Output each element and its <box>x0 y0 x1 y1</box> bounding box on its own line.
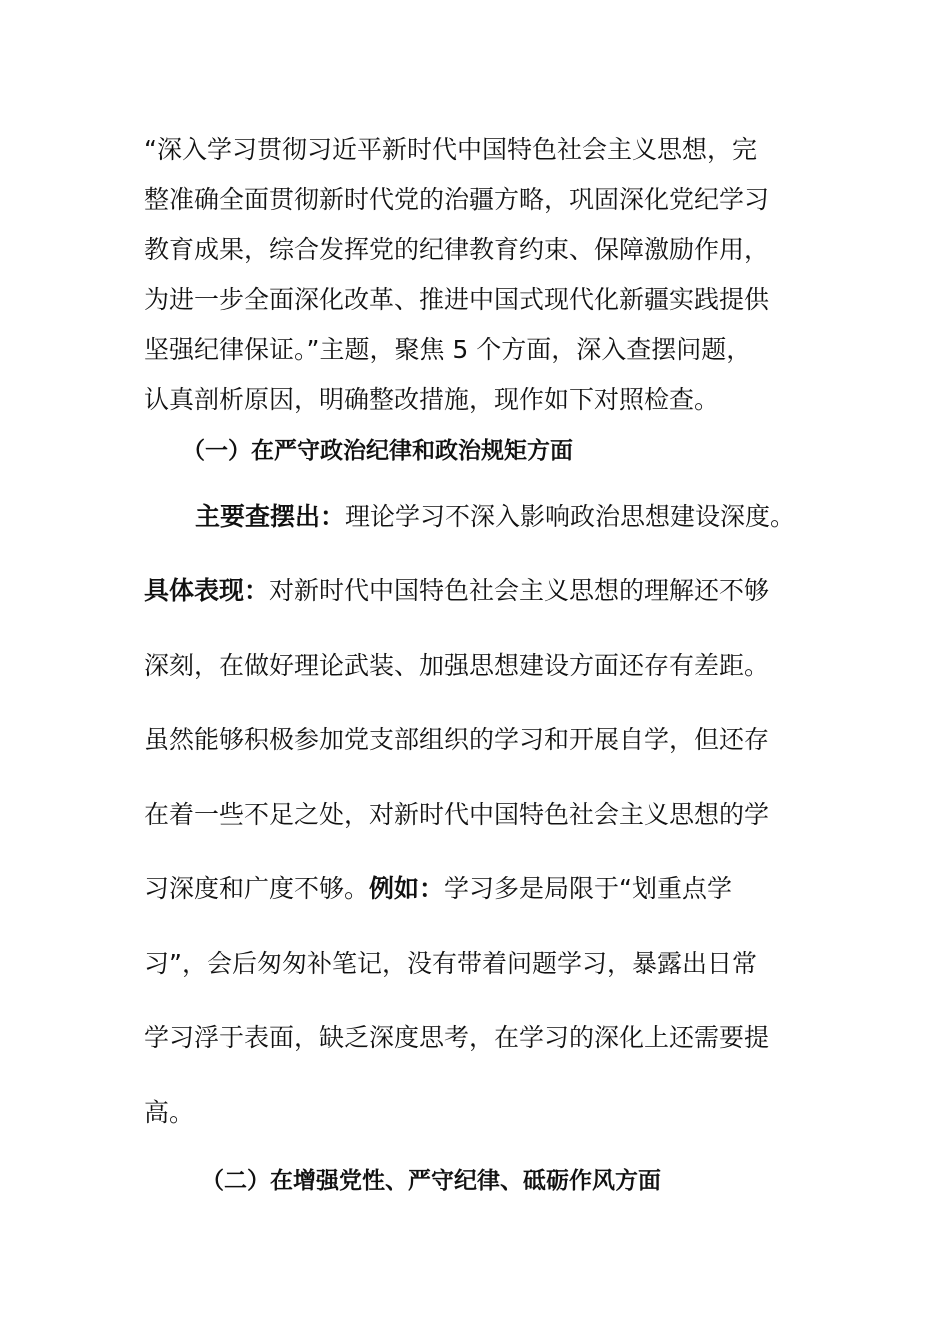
detail-line-7: 学习浮于表面，缺乏深度思考，在学习的深化上还需要提 <box>144 1023 770 1052</box>
detail-line-4: 在着一些不足之处，对新时代中国特色社会主义思想的学 <box>144 800 770 829</box>
finding-line <box>195 500 795 534</box>
intro-line-1: “深入学习贯彻习近平新时代中国特色社会主义思想，完 <box>144 135 757 164</box>
intro-line-3: 教育成果，综合发挥党的纪律教育约束、保障激励作用， <box>144 235 770 264</box>
finding-label: 主要查摆出： <box>195 502 346 531</box>
detail-line-5 <box>144 872 732 906</box>
intro-line-5: 坚强纪律保证。”主题，聚焦 5 个方面，深入查摆问题， <box>144 335 752 364</box>
intro-line-6: 认真剖析原因，明确整改措施，现作如下对照检查。 <box>144 385 720 414</box>
detail-line-8: 高。 <box>144 1098 195 1127</box>
detail-line-6: 习”，会后匆匆补笔记，没有带着问题学习，暴露出日常 <box>144 949 757 978</box>
example-label: 例如： <box>369 874 445 903</box>
section-2-heading: （二）在增强党性、严守纪律、砥砺作风方面 <box>201 1168 661 1194</box>
finding-text: 理论学习不深入影响政治思想建设深度。 <box>345 502 796 531</box>
detail-line-1-text: 对新时代中国特色社会主义思想的理解还不够 <box>269 576 770 605</box>
section-1-heading: （一）在严守政治纪律和政治规矩方面 <box>182 438 573 464</box>
detail-line-2: 深刻，在做好理论武装、加强思想建设方面还存有差距。 <box>144 651 770 680</box>
detail-label: 具体表现： <box>144 576 270 605</box>
detail-line-1 <box>144 574 769 608</box>
detail-line-5-tail: 学习多是局限于“划重点学 <box>444 874 732 903</box>
intro-line-4: 为进一步全面深化改革、推进中国式现代化新疆实践提供 <box>144 285 770 314</box>
detail-line-5-text: 习深度和广度不够。 <box>144 874 370 903</box>
intro-line-2: 整准确全面贯彻新时代党的治疆方略，巩固深化党纪学习 <box>144 185 770 214</box>
detail-line-3: 虽然能够积极参加党支部组织的学习和开展自学，但还存 <box>144 725 770 754</box>
